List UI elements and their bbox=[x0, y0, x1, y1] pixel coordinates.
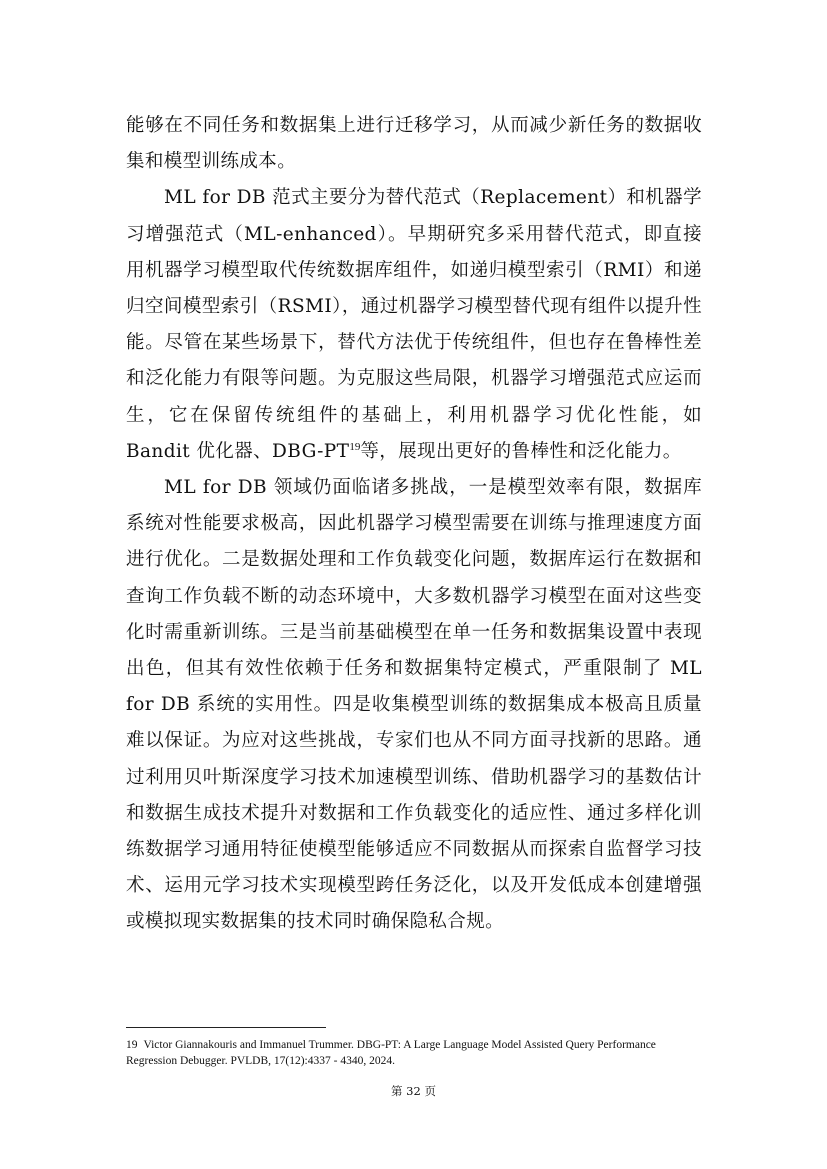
paragraph-ml-for-db-paradigms bbox=[126, 180, 702, 470]
paragraph-text-tail: 等，展现出更好的鲁棒性和泛化能力。 bbox=[360, 440, 682, 462]
paragraph-continuation: 能够在不同任务和数据集上进行迁移学习，从而减少新任务的数据收集和模型训练成本。 bbox=[126, 115, 702, 173]
footnote-text: Victor Giannakouris and Immanuel Trummer. DBG-PT: A Large Language Model Assisted Query Performance Regression Debugger. PVLDB, 17(12):4337 - 4340, 2024. bbox=[126, 1039, 656, 1067]
footnote-number: 19 bbox=[126, 1039, 138, 1051]
paragraph-text: ML for DB 范式主要分为替代范式（Replacement）和机器学习增强范式（ML-enhanced）。早期研究多采用替代范式，即直接用机器学习模型取代传统数据库组件，如递归模型索引（RMI）和递归空间模型索引（RSMI），通过机器学习模型替代现有组件以提升性能。尽管在某些场景下，替代方法优于传统组件，但也存在鲁棒性差和泛化能力有限等问题。为克服这些局限，机器学习增强范式应运而生，它在保留传统组件的基础上，利用机器学习优化性能，如 Bandit 优化器、DBG-PT bbox=[126, 187, 702, 462]
body-text bbox=[126, 108, 702, 941]
paragraph-ml-for-db-challenges: ML for DB 领域仍面临诸多挑战，一是模型效率有限，数据库系统对性能要求极高，因此机器学习模型需要在训练与推理速度方面进行优化。二是数据处理和工作负载变化问题，数据库运行在数据和查询工作负载不断的动态环境中，大多数机器学习模型在面对这些变化时需重新训练。三是当前基础模型在单一任务和数据集设置中表现出色，但其有效性依赖于任务和数据集特定模式，严重限制了 ML for DB 系统的实用性。四是收集模型训练的数据集成本极高且质量难以保证。为应对这些挑战，专家们也从不同方面寻找新的思路。通过利用贝叶斯深度学习技术加速模型训练、借助机器学习的基数估计和数据生成技术提升对数据和工作负载变化的适应性、通过多样化训练数据学习通用特征使模型能够适应不同数据从而探索自监督学习技术、运用元学习技术实现模型跨任务泛化，以及开发低成本创建增强或模拟现实数据集的技术同时确保隐私合规。 bbox=[126, 477, 702, 933]
footnote bbox=[126, 1038, 686, 1069]
footnote-reference[interactable]: 19 bbox=[349, 440, 361, 453]
footnote-divider bbox=[126, 1027, 326, 1028]
page-number: 第 32 页 bbox=[391, 1084, 436, 1098]
